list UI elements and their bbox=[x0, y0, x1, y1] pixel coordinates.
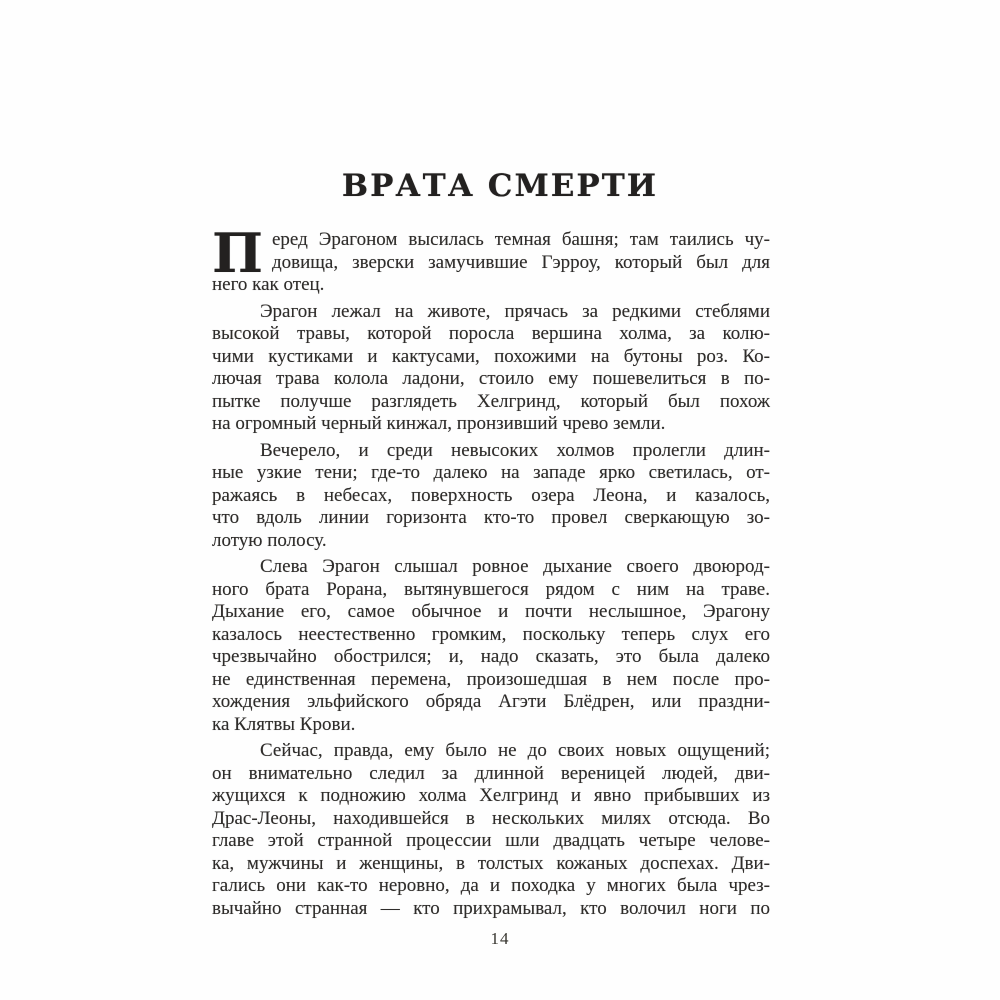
text-line: гались они как-то неровно, да и походка у многих была чрез- bbox=[212, 875, 770, 896]
text-line: хождения эльфийского обряда Агэти Блёдрен, или праздни- bbox=[212, 691, 770, 712]
text-line: главе этой странной процессии шли двадцать четыре челове- bbox=[212, 830, 770, 851]
text-line: него как отец. bbox=[212, 274, 325, 295]
paragraph-2 bbox=[212, 301, 770, 436]
text-line: Драс-Леоны, находившейся в нескольких милях отсюда. Во bbox=[212, 807, 770, 829]
text-block bbox=[212, 221, 770, 920]
text-line: не единственная перемена, произошедшая в нем после про- bbox=[212, 668, 770, 690]
text-line: ражаясь в небесах, поверхность озера Леона, и казалось, bbox=[212, 484, 770, 506]
page-number: 14 bbox=[490, 929, 510, 948]
text-line: ка, мужчины и женщины, в толстых кожаных доспехах. Дви- bbox=[212, 852, 770, 874]
text-line: он внимательно следил за длинной вереницей людей, дви- bbox=[212, 762, 770, 784]
text-line: довища, зверски замучившие Гэрроу, который был для bbox=[272, 251, 770, 273]
text-line: Слева Эрагон слышал ровное дыхание своего двоюрод- bbox=[260, 556, 770, 577]
text-line: казалось неестественно громким, поскольку теперь слух его bbox=[212, 623, 770, 645]
paragraph-1 bbox=[212, 221, 770, 297]
text-line: на огромный черный кинжал, пронзивший чрево земли. bbox=[212, 413, 666, 434]
text-line: чими кустиками и кактусами, похожими на бутоны роз. Ко- bbox=[212, 345, 770, 367]
text-line: лючая трава колола ладони, стоило ему пошевелиться в по- bbox=[212, 368, 770, 389]
text-line: Сейчас, правда, ему было не до своих новых ощущений; bbox=[260, 740, 770, 761]
text-line: жущихся к подножию холма Хелгринд и явно прибывших из bbox=[212, 785, 770, 806]
paragraph-4 bbox=[212, 556, 770, 736]
text-line: вычайно странная — кто прихрамывал, кто волочил ноги по bbox=[212, 897, 770, 919]
text-line: Эрагон лежал на животе, прячась за редкими стеблями bbox=[260, 300, 770, 322]
text-line: ные узкие тени; где-то далеко на западе ярко светилась, от- bbox=[212, 462, 770, 483]
text-line: еред Эрагоном высилась темная башня; там таились чу- bbox=[272, 229, 770, 250]
text-line: пытке получше разглядеть Хелгринд, который был похож bbox=[212, 390, 770, 412]
text-line: ного брата Рорана, вытянувшегося рядом с ним на траве. bbox=[212, 578, 770, 600]
text-line: лотую полосу. bbox=[212, 529, 327, 551]
text-line: ка Клятвы Крови. bbox=[212, 713, 356, 735]
text-line: Дыхание его, самое обычное и почти неслышное, Эрагону bbox=[212, 601, 770, 622]
text-line: что вдоль линии горизонта кто-то провел сверкающую зо- bbox=[212, 507, 770, 528]
text-line: Вечерело, и среди невысоких холмов пролегли длин- bbox=[260, 439, 770, 461]
chapter-title: ВРАТА СМЕРТИ bbox=[341, 168, 659, 204]
drop-cap: П bbox=[212, 221, 263, 285]
paragraph-5 bbox=[212, 740, 770, 920]
text-line: высокой травы, которой поросла вершина холма, за колю- bbox=[212, 323, 770, 344]
text-line: чрезвычайно обострился; и, надо сказать, это была далеко bbox=[212, 646, 770, 667]
paragraph-3 bbox=[212, 440, 770, 553]
